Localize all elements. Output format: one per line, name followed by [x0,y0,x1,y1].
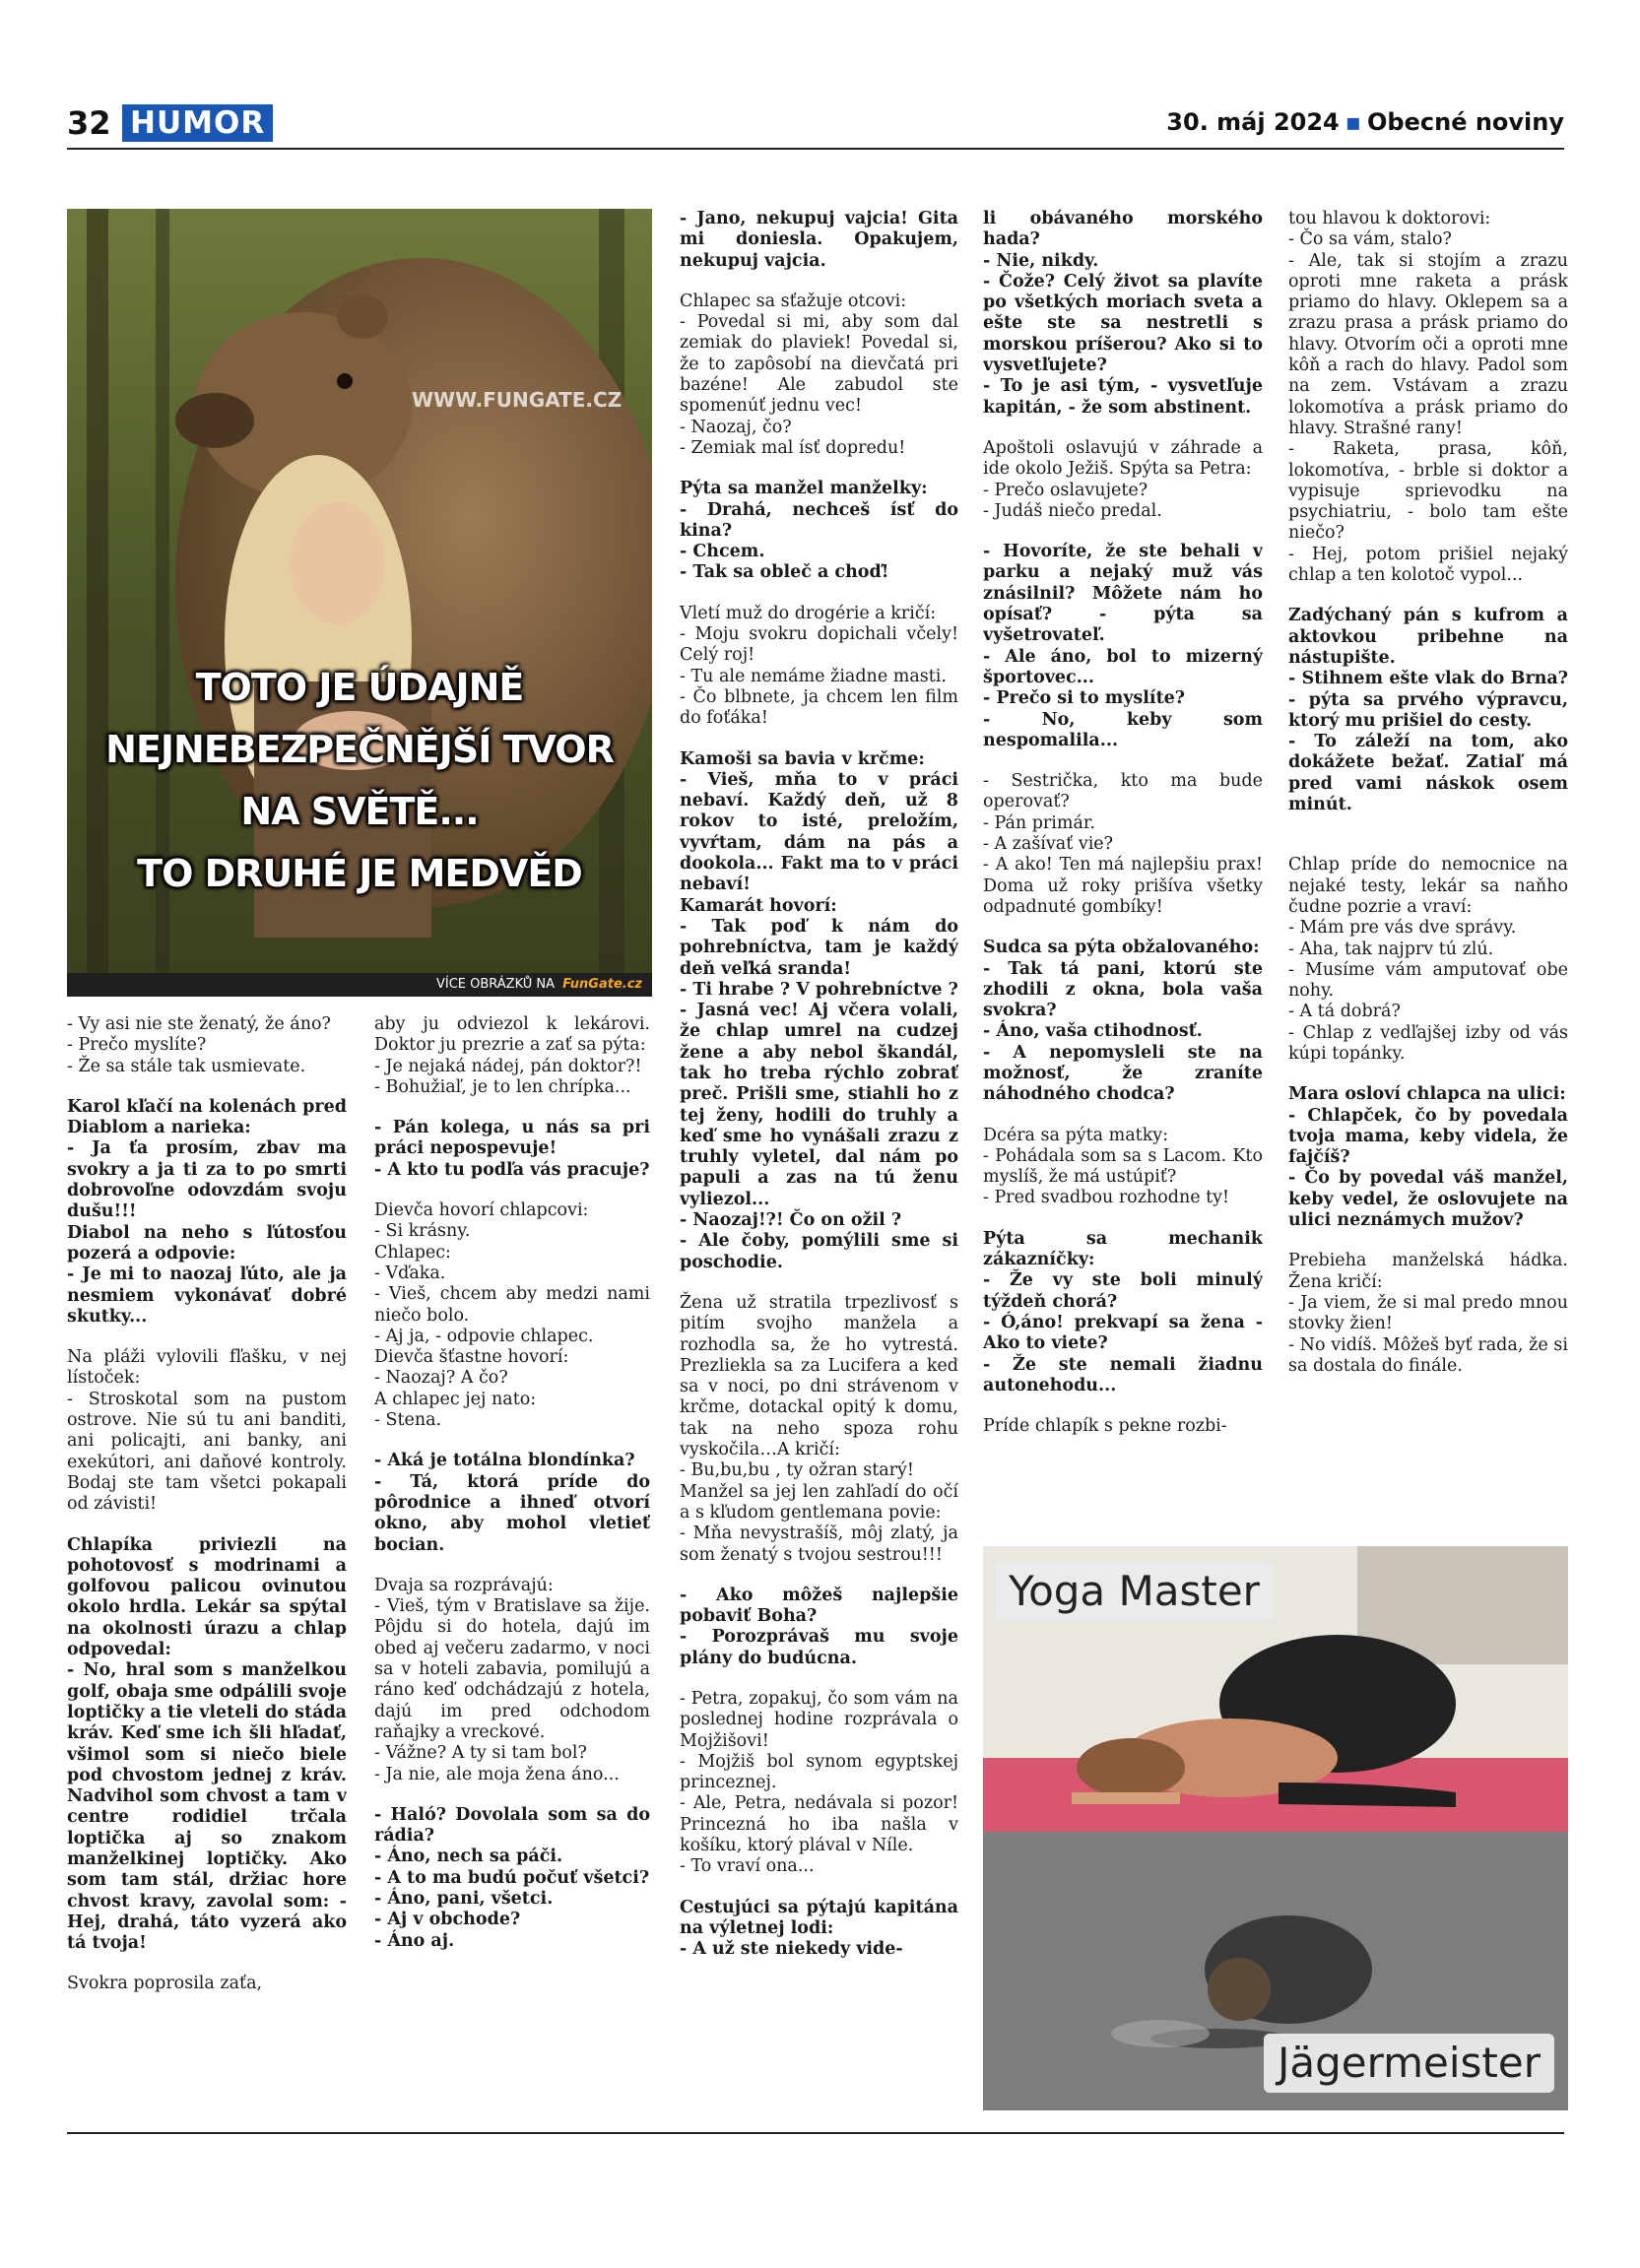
yoga-master-label: Yoga Master [995,1562,1274,1621]
text-line: - Že ste nemali žiadnu autonehodu... [983,1354,1263,1395]
text-line: - Naozaj? A čo? [374,1368,508,1389]
text-line: - Hej, potom prišiel nejaký chlap a ten kolotoč vypol... [1288,544,1568,586]
text-line: - Bohužiaľ, je to len chrípka... [374,1076,631,1097]
paragraph-gap [67,1077,347,1097]
page-number: 32 [67,104,111,142]
text-line: - Ja nie, ale moja žena áno... [374,1764,620,1784]
text-line: - Tak sa obleč a choď! [680,562,889,583]
text-line: - Prečo si to myslíte? [983,688,1186,709]
paragraph-gap [680,459,958,479]
text-line: - Vďaka. [374,1263,446,1283]
text-line: Manžel sa jej len zahľadí do očí a s kľudom gentlemana povie: [680,1481,958,1523]
text-line: - Si krásny. [374,1221,471,1242]
text-column-5 [1288,209,1568,1519]
text-line: tou hlavou k doktorovi: [1288,209,1491,228]
fungate-logo: FunGate.cz [562,977,642,992]
paragraph-gap [983,419,1263,438]
text-line: - Bu,bu,bu , ty ožran starý! [680,1460,914,1481]
text-line: - A tá dobrá? [1288,1002,1401,1022]
text-line: - Hovoríte, že ste behali v parku a nejaký muž vás znásilnil? Môžete nám ho opísať? - pýta sa vyšetrovateľ. [983,542,1263,646]
text-line: - Haló? Dovolala som sa do rádia? [374,1804,650,1847]
text-line: - Tu ale nemáme žiadne masti. [680,666,947,686]
text-column-4 [983,209,1263,1519]
text-line: Karol kľačí na kolenách pred Diablom a narieka: [67,1096,347,1138]
text-line: - Moju svokru dopichali včely! Celý roj! [680,624,958,666]
text-line: - Čože? Celý život sa plavíte po všetkých moriach sveta a ešte ste sa nestretli s morskou príšerou? Ako si to vysvetľujete? [983,271,1263,376]
paragraph-gap [1288,815,1568,835]
text-line: Žena už stratila trpezlivosť s pitím svojho manžela a rozhodla sa, že ho vytrestá. Prezliekla sa za Lucifera a keď sa v noci, po dni strávenom v krčme, dotackal opitý k domu, tak na neho spoza rohu vyskočila…A kričí: [680,1292,958,1460]
paragraph-gap [67,1328,347,1347]
text-line: Príde chlapík s pekne rozbi- [983,1416,1227,1437]
text-line: Kamarát hovorí: [680,895,837,916]
paragraph-gap [680,1878,958,1898]
text-line: Dievča šťastne hovorí: [374,1347,569,1368]
text-line: - Ja ťa prosím, zbav ma svokry a ja ti za to po smrti dobrovoľne odovzdám svoju dušu!!! [67,1138,347,1222]
paragraph-gap [983,1209,1263,1229]
text-line: A chlapec jej nato: [374,1389,537,1409]
text-line: - Vážne? A ty si tam bol? [374,1743,587,1764]
text-line: - Čo sa vám, stalo? [1288,229,1452,250]
paragraph-gap [680,1566,958,1586]
text-line: - Vieš, mňa to v práci nebaví. Každý deň, už 8 rokov to isté, preložím, vyvŕtam, dám na pás a dookola... Fakt ma to v práci nebaví! [680,769,958,895]
paragraph-gap [680,272,958,292]
paragraph-gap [680,730,958,749]
text-line: Chlapec: [374,1242,451,1263]
text-line: - Je nejaká nádej, pán doktor?! [374,1056,642,1076]
paragraph-gap [1288,1231,1568,1251]
text-line: - Áno aj. [374,1930,455,1951]
paragraph-gap [983,522,1263,542]
text-line: Na pláži vylovili fľašku, v nej lístoček: [67,1347,347,1389]
text-line: - To je asi tým, - vysvetľuje kapitán, - že som abstinent. [983,376,1263,418]
separator-dot: ▪ [1345,108,1362,136]
text-line: - Zemiak mal ísť dopredu! [680,437,906,458]
text-line: - Ako môžeš najlepšie pobaviť Boha? [680,1585,958,1627]
text-line: aby ju odviezol k lekárovi. Doktor ju prezrie a zať sa pýta: [374,1014,650,1056]
text-line: Dvaja sa rozprávajú: [374,1575,554,1595]
text-line: - Tak tá pani, ktorú ste zhodili z okna, bola vaša svokra? [983,958,1263,1021]
paragraph-gap [374,1431,650,1451]
section-label: HUMOR [122,104,273,142]
text-line: - Vieš, tým v Bratislave sa žije. Pôjdu si do hotela, dajú im obed aj večeru zadarmo, v noci sa v hoteli zabavia, pomilujú a ráno keď odchádzajú z hotela, dajú im pred odchodom raňajky a vreckové. [374,1596,650,1742]
text-line: - A to ma budú počuť všetci? [374,1867,650,1888]
text-line: - Pán kolega, u nás sa pri práci nepospevuje! [374,1118,650,1159]
text-line: - Prečo myslíte? [67,1035,207,1056]
text-line: Cestujúci sa pýtajú kapitána na výletnej lodi: [680,1897,958,1938]
text-line: - Áno, vaša ctihodnosť. [983,1021,1203,1042]
image-footer-bar [67,973,652,997]
text-line: - Ja viem, že si mal predo mnou stovky žien! [1288,1292,1568,1334]
text-line: Mara osloví chlapca na ulici: [1288,1084,1566,1105]
meme-caption [67,657,652,905]
text-line: - Aha, tak najprv tú zlú. [1288,939,1494,959]
text-line: - Ale, Petra, nedávala si pozor! Princezná ho iba našla v košíku, ktorý plával v Níle. [680,1793,958,1856]
caption-line-2: NEJNEBEZPEČNĚJŠÍ TVOR [105,728,614,771]
text-line: - Áno, nech sa páči. [374,1847,563,1867]
text-line: Chlap príde do nemocnice na nejaké testy, lekár sa naňho čudne pozrie a vraví: [1288,855,1568,917]
text-line: - Naozaj!?! Čo on ožil ? [680,1210,902,1231]
text-column-3 [680,209,958,2129]
text-line: Pýta sa mechanik zákazníčky: [983,1228,1263,1270]
watermark-text: WWW.FUNGATE.CZ [412,388,623,412]
text-column-2 [374,1014,650,2127]
paragraph-gap [680,1669,958,1689]
paragraph-gap [374,1785,650,1805]
caption-line-3: NA SVĚTĚ... [240,790,479,833]
paragraph-gap [983,751,1263,771]
text-line: - Vy asi nie ste ženatý, že áno? [67,1014,331,1034]
text-line: - Tak poď k nám do pohrebníctva, tam je každý deň veľká sranda! [680,916,958,979]
text-line: - A ako! Ten má najlepšiu prax! Doma už roky prišíva všetky odpadnuté gombíky! [983,855,1263,917]
issue-info [1166,108,1564,136]
paragraph-gap [1288,586,1568,606]
text-line: - Stena. [374,1410,442,1431]
text-line: - Ale áno, bol to mizerný športovec... [983,646,1263,687]
caption-line-4: TO DRUHÉ JE MEDVĚD [137,852,582,895]
text-line: - Stihnem ešte vlak do Brna?- pýta sa prvého výpravcu, ktorý mu prišiel do cesty. [1288,669,1568,731]
text-line: - Chcem. [680,542,765,562]
text-line: - Že vy ste boli minulý týždeň chorá? [983,1270,1263,1312]
footer-rule [67,2132,1564,2134]
text-line: - Musíme vám amputovať obe nohy. [1288,959,1568,1002]
text-line: - No, hral som s manželkou golf, obaja sme odpálili svoje loptičky a tie vleteli do stáda kráv. Keď sme ich šli hľadať, všimol som si niečo biele pod chvostom jednej z kráv. Nadvihol som chvost a tam v centre rodidiel trčala loptička aj so znakom manželkinej loptičky. Ako som tam stál, držiac hore chvost kravy, zavolal som: - Hej, drahá, táto vyzerá ako tá tvoja! [67,1660,347,1954]
text-line: - No, keby som nespomalila... [983,709,1263,750]
text-line: Sudca sa pýta obžalovaného: [983,938,1260,958]
text-line: - Pred svadbou rozhodne ty! [983,1188,1230,1208]
text-line: - Jano, nekupuj vajcia! Gita mi doniesla. Opakujem, nekupuj vajcia. [680,209,958,271]
paragraph-gap [67,1954,347,1974]
text-line: - Sestrička, kto ma bude operovať? [983,771,1263,812]
text-line: - Judáš niečo predal. [983,500,1162,521]
page-header [67,98,1564,148]
text-line: - Mňa nevystrašíš, môj zlatý, ja som ženatý s tvojou sestrou!!! [680,1523,958,1565]
jagermeister-label: Jägermeister [1264,2034,1554,2093]
yoga-photo [983,1546,1568,2110]
header-rule [67,148,1564,150]
text-line: - Aj ja, - odpovie chlapec. [374,1326,594,1346]
text-line: - Chlapček, čo by povedala tvoja mama, keby videla, že fajčíš? [1288,1105,1568,1168]
text-line: li obávaného morského hada? [983,209,1263,250]
text-line: - Jasná vec! Aj včera volali, že chlap umrel na cudzej žene a aby nebol škandál, tak ho treba rýchlo zobrať preč. Prišli sme, stiahli ho z tej ženy, hodili do truhly a keď sme ho vynášali zrazu z truhly vyletel, dal nám po papuli a zas na tú ženu vyliezol... [680,1001,958,1209]
text-line: - Prečo oslavujete? [983,480,1148,500]
text-line: - Aká je totálna blondínka? [374,1451,635,1471]
text-line: Chlapec sa sťažuje otcovi: [680,291,907,311]
text-line: Chlapíka priviezli na pohotovosť s modrinami a golfovou palicou ovinutou okolo hrdla. Lekár sa spýtal na okolnosti úrazu a chlap odpovedal: [67,1534,347,1660]
text-line: - Petra, zopakuj, čo som vám na poslednej hodine rozprávala o Mojžišovi! [680,1689,958,1751]
text-line: - Chlap z vedľajšej izby od vás kúpi topánky. [1288,1022,1568,1064]
text-line: - Mojžiš bol synom egyptskej princeznej. [680,1751,958,1793]
text-line: Apoštoli oslavujú v záhrade a ide okolo Ježiš. Spýta sa Petra: [983,437,1263,480]
paragraph-gap [983,1396,1263,1416]
text-line: Dievča hovorí chlapcovi: [374,1200,589,1221]
footer-text: VÍCE OBRÁZKŮ NA [435,977,556,992]
text-line: - Nie, nikdy. [983,250,1099,271]
paragraph-gap [983,918,1263,938]
text-line: Zadýchaný pán s kufrom a aktovkou pribehne na nástupište. [1288,606,1568,668]
text-line: Svokra poprosila zaťa, [67,1974,263,1994]
publication-name: Obecné noviny [1367,108,1564,136]
issue-date: 30. máj 2024 [1166,108,1340,136]
paragraph-gap [680,584,958,604]
paragraph-gap [374,1098,650,1118]
text-line: - Čo blbnete, ja chcem len film do foťáka! [680,686,958,729]
text-line: - Drahá, nechceš ísť do kina? [680,499,958,541]
text-line: Diabol na neho s ľútosťou pozerá a odpovie: [67,1222,347,1264]
text-line: Vletí muž do drogérie a kričí: [680,603,937,623]
paragraph-gap [680,1273,958,1293]
text-line: - Mám pre vás dve správy. [1288,918,1517,939]
text-line: Dcéra sa pýta matky: [983,1125,1169,1145]
text-line: - A nepomysleli ste na možnosť, že zraníte náhodného chodca? [983,1042,1263,1105]
text-line: Prebieha manželská hádka. Žena kričí: [1288,1251,1568,1292]
paragraph-gap [374,1556,650,1576]
paragraph-gap [374,1181,650,1200]
paragraph-gap [1288,835,1568,855]
text-line: - A kto tu podľa vás pracuje? [374,1159,650,1180]
text-line: - Ó,áno! prekvapí sa žena - Ako to viete? [983,1312,1263,1354]
text-line: - Porozprávaš mu svoje plány do budúcna. [680,1627,958,1668]
text-line: - Naozaj, čo? [680,417,792,437]
paragraph-gap [983,1106,1263,1126]
text-line: - To záleží na tom, ako dokážete bežať. Zatiaľ má pred vami náskok osem minút. [1288,732,1568,815]
text-line: - Je mi to naozaj ľúto, ale ja nesmiem vykonávať dobré skutky... [67,1264,347,1327]
text-line: Kamoši sa bavia v krčme: [680,748,925,769]
text-line: - A už ste niekedy vide- [680,1939,903,1960]
text-line: - Stroskotal som na pustom ostrove. Nie sú tu ani banditi, ani policajti, ani banky, ani exekútori, ani daňové kontroly. Bodaj ste tam všetci pokapali od závisti! [67,1389,347,1515]
text-line: - No vidíš. Môžeš byť rada, že si sa dostala do finále. [1288,1334,1568,1376]
text-column-1 [67,1014,347,2127]
text-line: - Ale čoby, pomýlili sme si poschodie. [680,1231,958,1272]
text-line: - Áno, pani, všetci. [374,1888,554,1909]
text-line: - Ale, tak si stojím a zrazu oproti mne raketa a prásk priamo do hlavy. Oklepem sa a zrazu prasa a prásk priamo do hlavy. Otvorím oči a oproti mne kôň a rach do hlavy. Padol som na zem. Vstávam a zrazu lokomotíva a prásk priamo do hlavy. Strašné rany! [1288,250,1568,438]
text-line: - Raketa, prasa, kôň, lokomotíva, - brble si doktor a vypisuje sprievodku na psychiatriu, - bolo tam ešte niečo? [1288,439,1568,544]
text-line: - Pán primár. [983,812,1095,833]
text-line: - Že sa stále tak usmievate. [67,1056,306,1076]
text-line: - Čo by povedal váš manžel, keby vedel, že oslovujete na ulici neznámych mužov? [1288,1168,1568,1231]
text-line: - Povedal si mi, aby som dal zemiak do plaviek! Povedal si, že to zapôsobí na dievčatá pri bazéne! Ale zabudol ste spomenúť jednu vec! [680,312,958,417]
text-line: Pýta sa manžel manželky: [680,479,928,499]
text-line: - Vieš, chcem aby medzi nami niečo bolo. [374,1284,650,1326]
paragraph-gap [67,1516,347,1535]
text-line: - Tá, ktorá príde do pôrodnice a ihneď otvorí okno, aby mohol vletieť bocian. [374,1471,650,1555]
text-line: - A zašívať vie? [983,834,1114,855]
bear-photo [67,209,652,997]
text-line: - To vraví ona... [680,1856,815,1877]
paragraph-gap [1288,1065,1568,1084]
caption-line-1: TOTO JE ÚDAJNĚ [195,666,524,709]
text-line: - Ti hrabe ? V pohrebníctve ? [680,979,958,1000]
text-line: - Aj v obchode? [374,1910,521,1930]
text-line: - Pohádala som sa s Lacom. Kto myslíš, že má ustúpiť? [983,1145,1263,1188]
